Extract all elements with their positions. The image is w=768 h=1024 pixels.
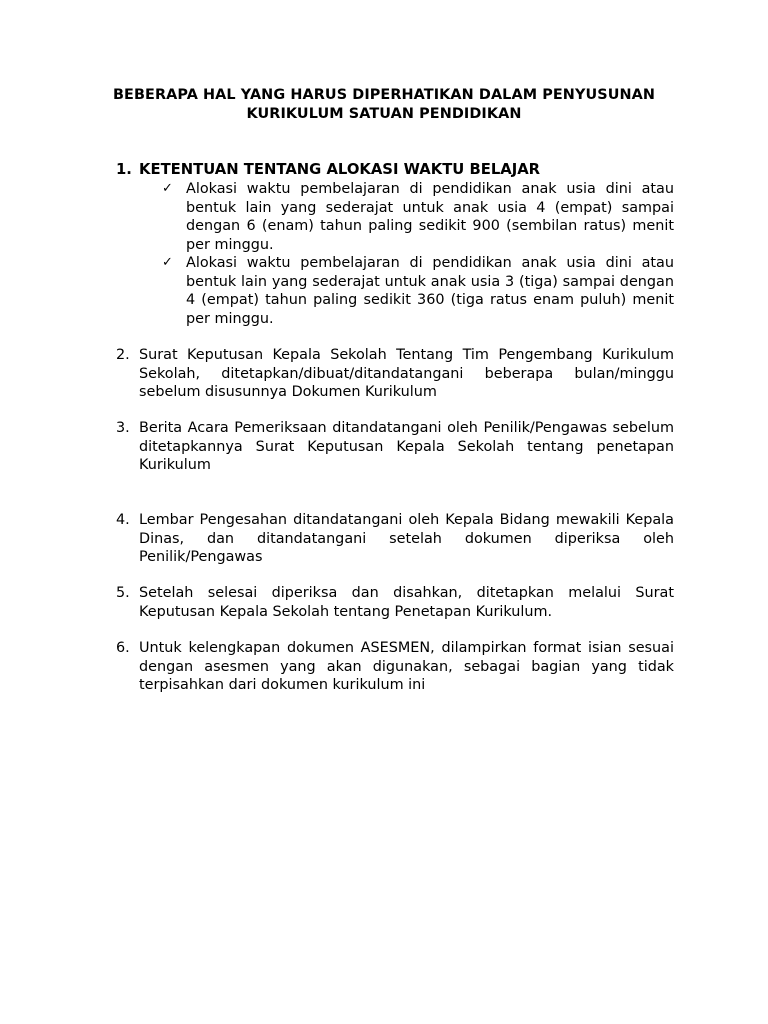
list-item-text: Untuk kelengkapan dokumen ASESMEN, dilampirkan format isian sesuai dengan asesmen yang akan digunakan, sebagai bagian yang tidak terpisahkan dari dokumen kurikulum ini: [139, 640, 674, 693]
list-number: 5.: [116, 585, 130, 601]
list-number: 1.: [116, 161, 132, 178]
checklist-item-2: [162, 254, 674, 328]
list-number: 2.: [116, 347, 130, 363]
list-item-4: [116, 511, 674, 567]
document-title-line-2: KURIKULUM SATUAN PENDIDIKAN: [246, 105, 522, 122]
list-item-3: [116, 419, 674, 475]
checklist: [162, 180, 674, 328]
list-number: 6.: [116, 640, 130, 656]
document-title-line-1: BEBERAPA HAL YANG HARUS DIPERHATIKAN DALAM PENYUSUNAN: [112, 87, 656, 103]
checklist-item-text: Alokasi waktu pembelajaran di pendidikan anak usia dini atau bentuk lain yang sederajat untuk anak usia 3 (tiga) sampai dengan 4 (empat) tahun paling sedikit 360 (tiga ratus enam puluh) menit per minggu.: [186, 255, 674, 327]
section-heading: KETENTUAN TENTANG ALOKASI WAKTU BELAJAR: [139, 161, 541, 178]
check-icon: ✓: [162, 181, 173, 196]
list-item-2: [116, 346, 674, 402]
checklist-item-text: Alokasi waktu pembelajaran di pendidikan anak usia dini atau bentuk lain yang sederajat untuk anak usia 4 (empat) sampai dengan 6 (enam) tahun paling sedikit 900 (sembilan ratus) menit per minggu.: [186, 181, 674, 253]
list-item-1: [116, 161, 674, 180]
list-item-5: [116, 584, 674, 621]
list-item-text: Setelah selesai diperiksa dan disahkan, ditetapkan melalui Surat Keputusan Kepala Sekolah tentang Penetapan Kurikulum.: [139, 585, 674, 620]
list-item-6: [116, 639, 674, 695]
checklist-item-1: [162, 180, 674, 254]
check-icon: ✓: [162, 255, 173, 270]
list-item-text: Berita Acara Pemeriksaan ditandatangani oleh Penilik/Pengawas sebelum ditetapkannya Surat Keputusan Kepala Sekolah tentang penetapan Kurikulum: [139, 420, 674, 473]
list-item-text: Lembar Pengesahan ditandatangani oleh Kepala Bidang mewakili Kepala Dinas, dan ditandatangani setelah dokumen diperiksa oleh Penilik/Pengawas: [139, 512, 674, 565]
document-title: [90, 86, 678, 123]
list-number: 4.: [116, 512, 130, 528]
list-item-text: Surat Keputusan Kepala Sekolah Tentang Tim Pengembang Kurikulum Sekolah, ditetapkan/dibuat/ditandatangani beberapa bulan/minggu sebelum disusunnya Dokumen Kurikulum: [139, 347, 674, 400]
list-number: 3.: [116, 420, 130, 436]
